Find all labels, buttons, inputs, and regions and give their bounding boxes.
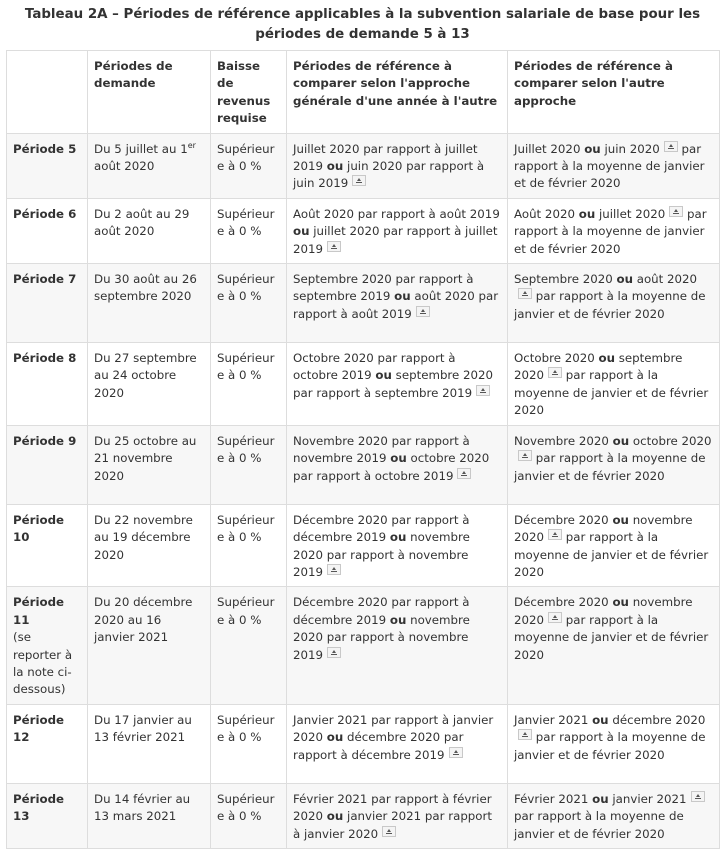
table-row	[7, 198, 720, 263]
or-connector: ou	[598, 351, 615, 366]
footnote-up-icon[interactable]	[476, 385, 490, 396]
general-approach-cell	[287, 198, 508, 263]
footnote-up-icon[interactable]	[327, 647, 341, 658]
footnote-up-icon[interactable]	[327, 564, 341, 575]
general-text: Octobre 2020 par rapport à octobre 2019	[293, 351, 456, 383]
claim-period-text: Du 5 juillet au 1	[94, 141, 188, 156]
general-text: Février 2021 par rapport à février 2020	[293, 791, 492, 824]
footnote-up-icon[interactable]	[664, 141, 678, 152]
or-connector: ou	[326, 159, 344, 174]
alt-text: par rapport à la moyenne de janvier et de février 2020	[514, 451, 706, 483]
alt-text: novembre 2020	[514, 595, 693, 627]
alt-text: Décembre 2020	[514, 512, 613, 527]
alt-text: Juillet 2020	[514, 141, 585, 156]
claim-period-text: août 2020	[94, 159, 155, 174]
alt-text: par rapport à la moyenne de janvier et de février 2020	[514, 141, 705, 191]
general-text: décembre 2020 par rapport à décembre 2019	[293, 730, 464, 762]
general-text: septembre 2020 par rapport à septembre 2019	[293, 368, 494, 400]
alt-text: octobre 2020	[629, 433, 712, 448]
alt-text: Août 2020	[514, 206, 579, 221]
table-row	[7, 587, 720, 704]
claim-period-cell: Du 20 décembre 2020 au 16 janvier 2021	[88, 587, 211, 704]
alternative-approach-cell	[508, 587, 720, 704]
claim-period-cell: Du 14 février au 13 mars 2021	[88, 783, 211, 848]
period-cell: Période 9	[7, 425, 88, 504]
alt-text: Décembre 2020	[514, 595, 613, 610]
general-text: juin 2020 par rapport à juin 2019	[293, 159, 485, 191]
or-connector: ou	[389, 612, 407, 627]
or-connector: ou	[584, 141, 601, 156]
general-text: Septembre 2020 par rapport à septembre 2019	[293, 272, 474, 304]
table-row	[7, 504, 720, 587]
claim-period-cell: Du 27 septembre au 24 octobre 2020	[88, 343, 211, 426]
claim-period-cell: Du 30 août au 26 septembre 2020	[88, 264, 211, 343]
or-connector: ou	[394, 289, 411, 304]
header-claim-periods: Périodes de demande	[88, 51, 211, 134]
footnote-up-icon[interactable]	[548, 367, 562, 378]
reference-periods-table	[6, 50, 720, 849]
alternative-approach-cell	[508, 504, 720, 587]
revenue-drop-cell: Supérieure à 0 %	[211, 343, 287, 426]
header-general-approach: Périodes de référence à comparer selon l'approche générale d'une année à l'autre	[287, 51, 508, 134]
general-text: octobre 2020 par rapport à octobre 2019	[293, 451, 490, 483]
revenue-drop-cell: Supérieure à 0 %	[211, 425, 287, 504]
alternative-approach-cell	[508, 198, 720, 263]
table-row	[7, 133, 720, 198]
alt-text: janvier 2021	[608, 791, 687, 806]
revenue-drop-cell: Supérieure à 0 %	[211, 783, 287, 848]
alt-text: Novembre 2020	[514, 433, 613, 448]
alternative-approach-cell	[508, 343, 720, 426]
general-approach-cell	[287, 425, 508, 504]
revenue-drop-cell: Supérieure à 0 %	[211, 704, 287, 783]
alt-text: par rapport à la moyenne de janvier et de février 2020	[514, 368, 709, 418]
alt-text: par rapport à la moyenne de janvier et de février 2020	[514, 730, 706, 762]
header-alternative-approach: Périodes de référence à comparer selon l'autre approche	[508, 51, 720, 134]
general-approach-cell	[287, 264, 508, 343]
footnote-up-icon[interactable]	[691, 791, 705, 802]
period-label: Période 11	[13, 595, 65, 627]
alt-text: juillet 2020	[595, 206, 666, 221]
general-approach-cell	[287, 587, 508, 704]
alternative-approach-cell	[508, 783, 720, 848]
alt-text: Janvier 2021	[514, 712, 593, 727]
or-connector: ou	[375, 368, 392, 383]
header-period	[7, 51, 88, 134]
period-cell	[7, 587, 88, 704]
alternative-approach-cell	[508, 133, 720, 198]
alt-text: par rapport à la moyenne de janvier et de février 2020	[514, 809, 684, 841]
or-connector: ou	[612, 433, 630, 448]
general-text: janvier 2021 par rapport à janvier 2020	[293, 809, 492, 841]
period-cell: Période 8	[7, 343, 88, 426]
general-approach-cell	[287, 504, 508, 587]
general-text: Janvier 2021 par rapport à janvier 2020	[293, 712, 494, 745]
general-approach-cell	[287, 704, 508, 783]
footnote-up-icon[interactable]	[518, 729, 532, 740]
alternative-approach-cell	[508, 425, 720, 504]
footnote-up-icon[interactable]	[449, 747, 463, 758]
general-text: Décembre 2020 par rapport à décembre 2019	[293, 512, 470, 545]
or-connector: ou	[389, 530, 407, 545]
table-row	[7, 704, 720, 783]
alt-text: septembre 2020	[514, 351, 683, 383]
ordinal-suffix: er	[187, 140, 196, 150]
footnote-up-icon[interactable]	[548, 529, 562, 540]
period-cell: Période 10	[7, 504, 88, 587]
period-cell: Période 13	[7, 783, 88, 848]
general-text: juillet 2020 par rapport à juillet 2019	[293, 224, 498, 256]
table-row	[7, 343, 720, 426]
claim-period-cell	[88, 133, 211, 198]
period-note-link[interactable]: (se reporter à la note ci-dessous)	[13, 630, 73, 697]
alt-text: Février 2021	[514, 791, 593, 806]
general-text: Août 2020 par rapport à août 2019	[293, 206, 500, 221]
or-connector: ou	[326, 730, 344, 745]
table-row	[7, 425, 720, 504]
footnote-up-icon[interactable]	[548, 612, 562, 623]
general-text: Novembre 2020 par rapport à novembre 2019	[293, 433, 470, 466]
general-approach-cell	[287, 783, 508, 848]
general-text: novembre 2020 par rapport à novembre 2019	[293, 612, 470, 662]
alt-text: juin 2020	[600, 141, 660, 156]
or-connector: ou	[592, 791, 609, 806]
header-row	[7, 51, 720, 134]
or-connector: ou	[293, 224, 310, 239]
claim-period-cell: Du 17 janvier au 13 février 2021	[88, 704, 211, 783]
revenue-drop-cell: Supérieure à 0 %	[211, 133, 287, 198]
footnote-up-icon[interactable]	[518, 288, 532, 299]
footnote-up-icon[interactable]	[518, 450, 532, 461]
period-cell: Période 6	[7, 198, 88, 263]
claim-period-cell: Du 25 octobre au 21 novembre 2020	[88, 425, 211, 504]
alt-text: août 2020	[632, 272, 698, 287]
footnote-up-icon[interactable]	[669, 206, 683, 217]
or-connector: ou	[592, 712, 609, 727]
or-connector: ou	[612, 595, 629, 610]
revenue-drop-cell: Supérieure à 0 %	[211, 198, 287, 263]
period-cell: Période 5	[7, 133, 88, 198]
alt-text: par rapport à la moyenne de janvier et de février 2020	[514, 289, 706, 321]
header-revenue-drop: Baisse de revenus requise	[211, 51, 287, 134]
or-connector: ou	[616, 272, 633, 287]
alt-text: Septembre 2020	[514, 272, 617, 287]
table-row	[7, 264, 720, 343]
table-row	[7, 783, 720, 848]
footnote-up-icon[interactable]	[416, 306, 430, 317]
general-approach-cell	[287, 343, 508, 426]
revenue-drop-cell: Supérieure à 0 %	[211, 504, 287, 587]
footnote-up-icon[interactable]	[457, 468, 471, 479]
or-connector: ou	[390, 451, 407, 466]
period-cell: Période 7	[7, 264, 88, 343]
footnote-up-icon[interactable]	[327, 241, 341, 252]
alt-text: Octobre 2020	[514, 351, 599, 366]
footnote-up-icon[interactable]	[382, 826, 396, 837]
alternative-approach-cell	[508, 704, 720, 783]
or-connector: ou	[612, 512, 629, 527]
alt-text: par rapport à la moyenne de janvier et de février 2020	[514, 206, 707, 256]
claim-period-cell: Du 2 août au 29 août 2020	[88, 198, 211, 263]
alt-text: novembre 2020	[514, 512, 693, 545]
revenue-drop-cell: Supérieure à 0 %	[211, 587, 287, 704]
alt-text: par rapport à la moyenne de janvier et de février 2020	[514, 530, 709, 579]
general-text: août 2020 par rapport à août 2019	[293, 289, 499, 321]
or-connector: ou	[578, 206, 596, 221]
alternative-approach-cell	[508, 264, 720, 343]
alt-text: décembre 2020	[608, 712, 706, 727]
claim-period-cell: Du 22 novembre au 19 décembre 2020	[88, 504, 211, 587]
footnote-up-icon[interactable]	[352, 175, 366, 186]
period-cell: Période 12	[7, 704, 88, 783]
general-text: Juillet 2020 par rapport à juillet 2019	[293, 141, 478, 174]
table-caption: Tableau 2A – Périodes de référence applicables à la subvention salariale de base pour les périodes de demande 5 à 13	[24, 7, 701, 42]
or-connector: ou	[326, 809, 344, 824]
general-approach-cell	[287, 133, 508, 198]
general-text: novembre 2020 par rapport à novembre 2019	[293, 530, 470, 579]
revenue-drop-cell: Supérieure à 0 %	[211, 264, 287, 343]
general-text: Décembre 2020 par rapport à décembre 2019	[293, 595, 470, 627]
alt-text: par rapport à la moyenne de janvier et de février 2020	[514, 612, 709, 662]
